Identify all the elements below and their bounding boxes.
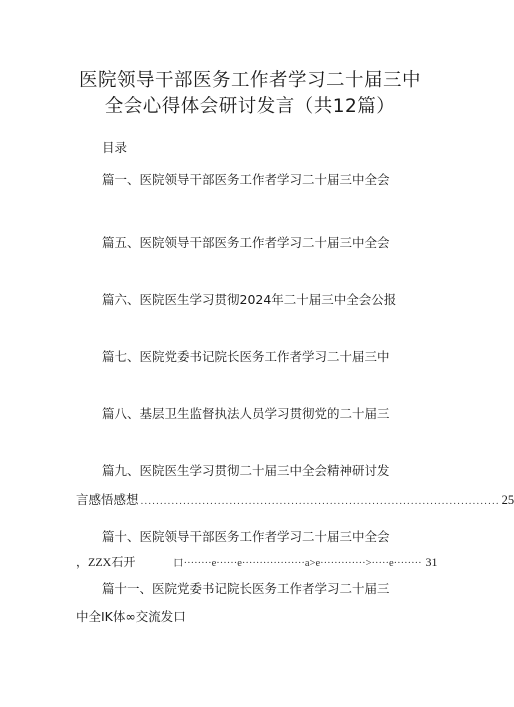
document-title-line-2: 全会心得体会研讨发言（共12篇） [104,96,396,117]
toc-entry-6[interactable]: 篇六、医院医生学习贯彻2024年二十届三中全会公报 [102,292,397,307]
toc-entry-11-continuation[interactable]: 中全IK体∞交流发口 [76,609,186,624]
toc-page-number: 25 [501,493,514,507]
toc-entry-10-tail-text: ，ZZX石开 [76,555,136,569]
toc-entry-5[interactable]: 篇五、医院领导干部医务工作者学习二十届三中全会 [102,235,390,250]
toc-leader-dots: ............................................................................................. [140,497,500,507]
toc-entry-11[interactable]: 篇十一、医院党委书记院长医务工作者学习二十届三 [102,581,390,596]
toc-entry-1[interactable]: 篇一、医院领导干部医务工作者学习二十届三中全会 [102,172,390,187]
toc-heading: 目录 [102,140,128,155]
toc-entry-10[interactable]: 篇十、医院领导干部医务工作者学习二十届三中全会 [102,529,390,544]
document-title-line-1: 医院领导干部医务工作者学习二十届三中 [78,70,421,91]
toc-entry-9-tail-text: 言感悟感想 [76,492,139,507]
toc-entry-9[interactable]: 篇九、医院医生学习贯彻二十届三中全会精神研讨发 [102,463,390,478]
toc-entry-9-continuation[interactable] [76,490,514,508]
toc-entry-7[interactable]: 篇七、医院党委书记院长医务工作者学习二十届三中 [102,349,390,364]
toc-entry-10-continuation[interactable] [76,553,438,570]
toc-page-number-10: 31 [425,555,438,569]
toc-entry-8[interactable]: 篇八、基层卫生监督执法人员学习贯彻党的二十届三 [102,406,390,421]
toc-entry-10-leader: 口········e······e··················a>e·············>·····e········ [173,558,422,569]
